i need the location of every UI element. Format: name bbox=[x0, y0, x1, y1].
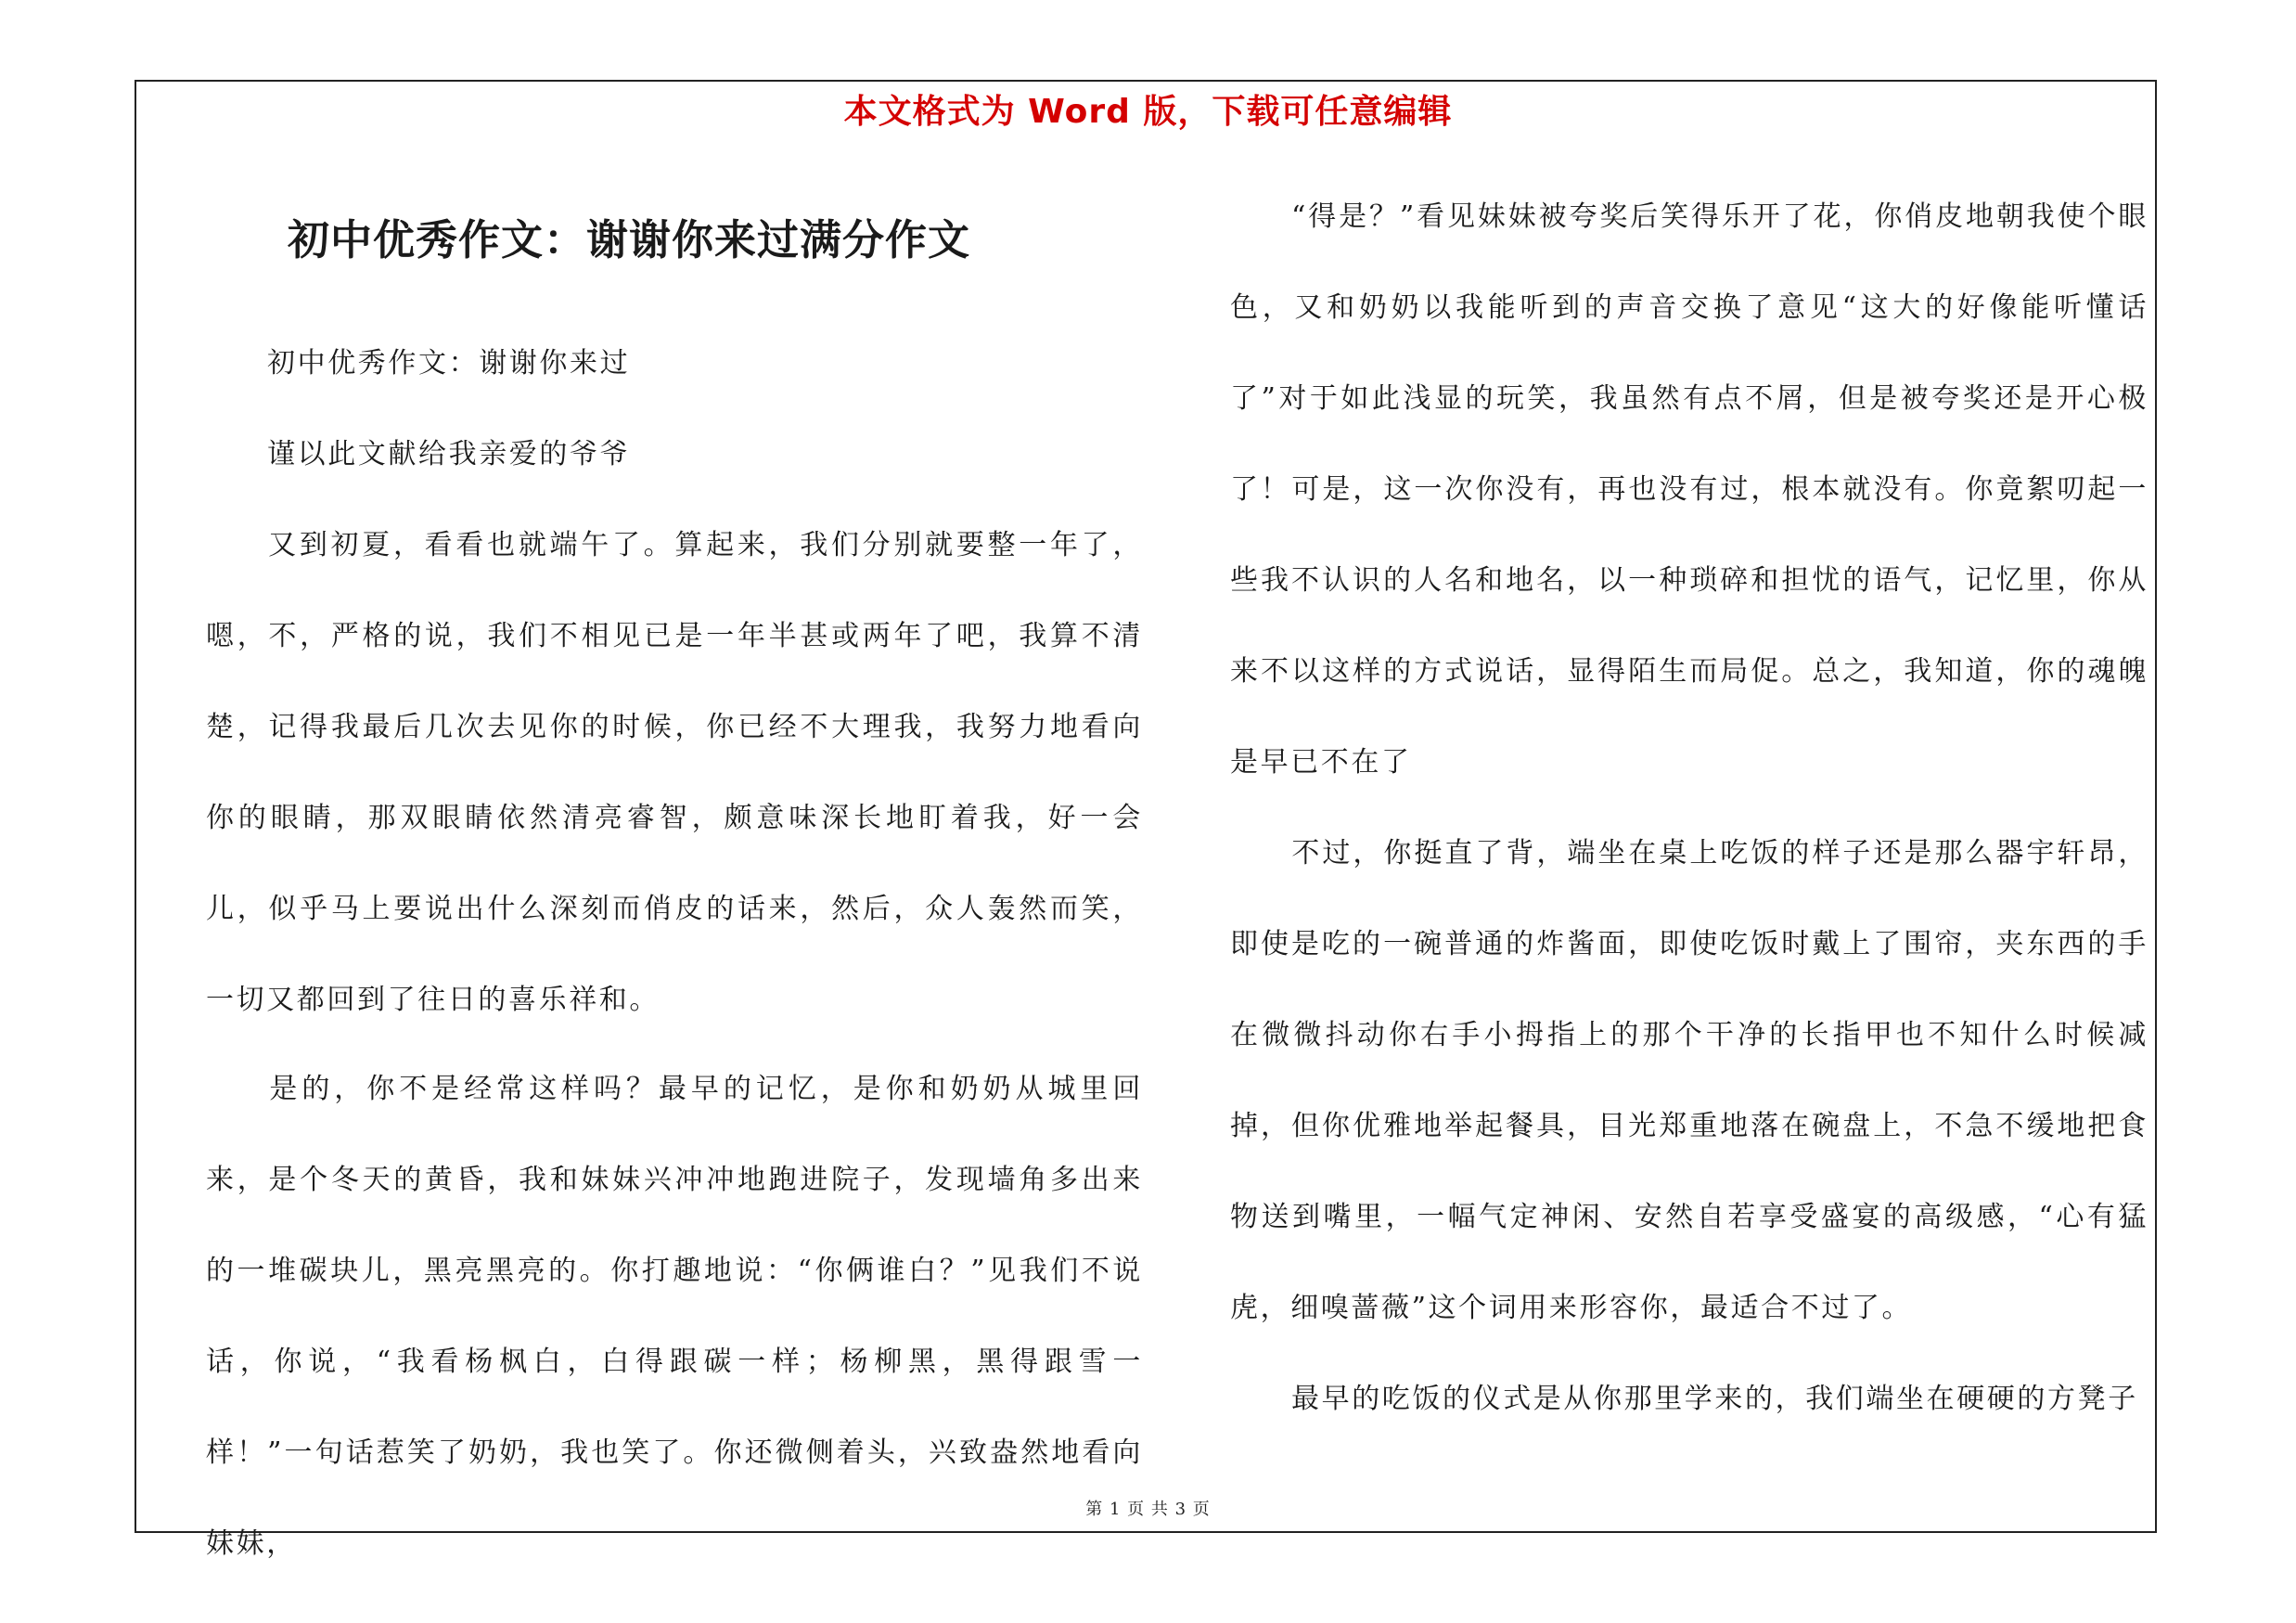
right-para-1: “得是？”看见妹妹被夸奖后笑得乐开了花，你俏皮地朝我使个眼色，又和奶奶以我能听到的声音交换了意见“这大的好像能听懂话了”对于如此浅显的玩笑，我虽然有点不屑，但是被夸奖还是开心极了！ bbox=[1230, 200, 2148, 506]
document-title: 初中优秀作文：谢谢你来过满分作文 bbox=[288, 215, 971, 264]
right-para-3: 不过，你挺直了背，端坐在桌上吃饭的样子还是那么器宇轩昂，即使是吃的一碗普通的炸酱面，即使吃饭时戴上了围帘，夹东西的手在微微抖动你右手小拇指上的那个干净的长指甲也不知什么时候减掉，但你优雅地举起餐具，目光郑重地落在碗盘上，不急不缓地把食物送到嘴里，一幅气定神闲、安然自若享受盛宴的高级感，“心有猛虎，细嗅蔷薇”这个词用来形容你，最适合不过了。 bbox=[1230, 837, 2148, 1324]
left-para-4: 是的，你不是经常这样吗？最早的记忆，是你和奶奶从城里回来，是个冬天的黄昏，我和妹妹兴冲冲地跑进院子，发现墙角多出来的一堆碳块儿，黑亮黑亮的。你打趣地说：“你俩谁白？”见我们不说话，你说，“我看杨枫白，白得跟碳一样；杨柳黑，黑得跟雪一样！”一句话惹笑了奶奶，我也笑了。你还微侧着头，兴致盎然地看向妹妹， bbox=[206, 1073, 1143, 1560]
right-para-4: 最早的吃饭的仪式是从你那里学来的，我们端坐在硬硬的方凳子 bbox=[1291, 1383, 2138, 1415]
left-para-1: 初中优秀作文：谢谢你来过 bbox=[267, 347, 631, 380]
left-para-2: 谨以此文献给我亲爱的爷爷 bbox=[267, 438, 631, 470]
left-para-3: 又到初夏，看看也就端午了。算起来，我们分别就要整一年了，嗯，不，严格的说，我们不相见已是一年半甚或两年了吧，我算不清楚，记得我最后几次去见你的时候，你已经不大理我，我努力地看向你的眼睛，那双眼睛依然清亮睿智，颇意味深长地盯着我，好一会儿，似乎马上要说出什么深刻而俏皮的话来，然后，众人轰然而笑，一切又都回到了往日的喜乐祥和。 bbox=[206, 529, 1143, 1016]
right-para-2: 可是，这一次你没有，再也没有过，根本就没有。你竟絮叨起一些我不认识的人名和地名，以一种琐碎和担忧的语气，记忆里，你从来不以这样的方式说话，显得陌生而局促。总之，我知道，你的魂魄是早已不在了 bbox=[1230, 473, 2148, 779]
format-banner: 本文格式为 Word 版，下载可任意编辑 bbox=[843, 93, 1453, 131]
page-number-footer: 第 1 页 共 3 页 bbox=[1085, 1500, 1211, 1519]
